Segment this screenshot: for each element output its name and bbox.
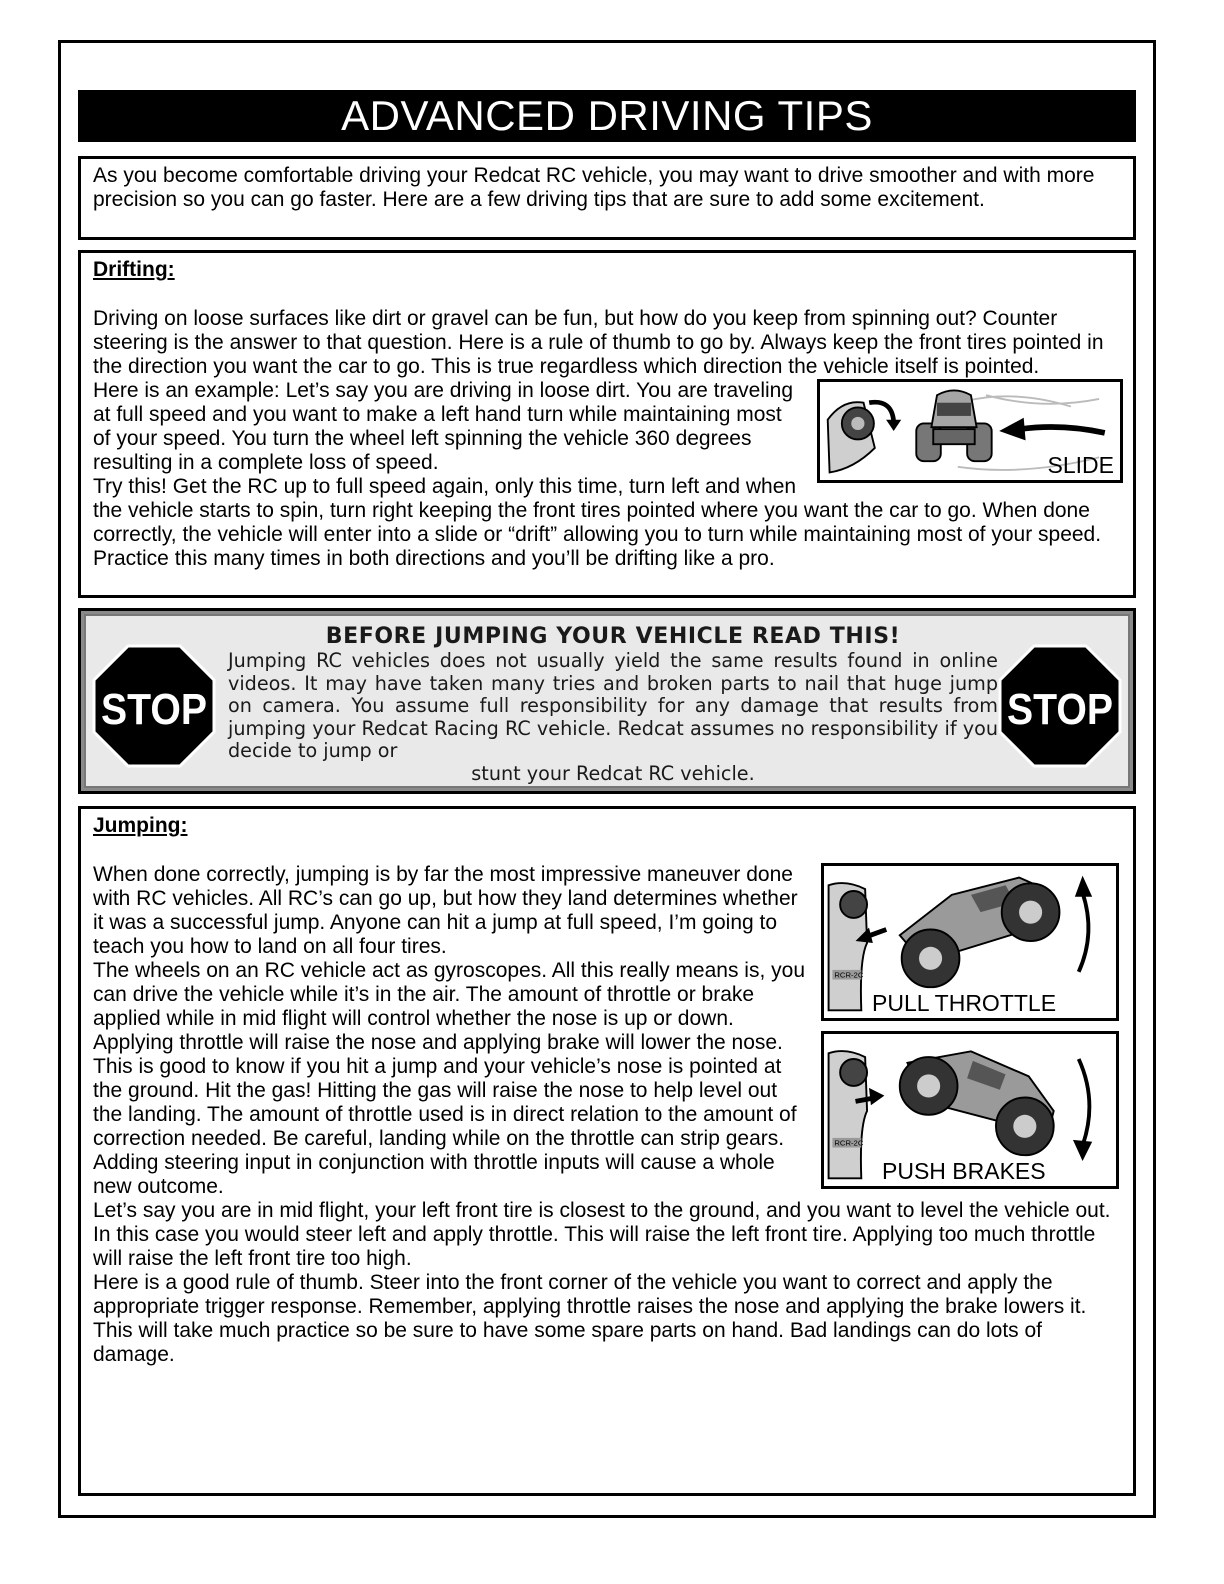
jumping-heading: Jumping: — [93, 814, 188, 837]
jump-warning-banner — [78, 608, 1136, 794]
jumping-paragraph-7: This will take much practice so be sure to have some spare parts on hand. Bad landings can do lots of damage. — [93, 1319, 1043, 1366]
stop-sign-left-text: STOP — [101, 685, 207, 734]
warning-body: Jumping RC vehicles does not usually yield the same results found in online videos. It may have taken many tries and broken parts to nail that huge jump on camera. You assume full responsibility for any damage that results from jumping your Redcat Racing RC vehicle. Redcat assumes no responsibility if you decide to jump or — [228, 649, 998, 763]
jumping-paragraph-6: Here is a good rule of thumb. Steer into the front corner of the vehicle you want to correct and apply the appropriate trigger response. Remember, applying throttle raises the nose and applying the brake lowers it. — [93, 1271, 1087, 1318]
jumping-paragraph-5: Let’s say you are in mid flight, your left front tire is closest to the ground, and you want to level the vehicle out. In this case you would steer left and apply throttle. This will raise the left front tire. Applying too much throttle will raise the left front tire too high. — [93, 1199, 1111, 1270]
drifting-paragraph-1: Driving on loose surfaces like dirt or gravel can be fun, but how do you keep from spinning out? Counter steering is the answer to that question. Here is a rule of thumb to go by. Always keep the front tires pointed in the direction you want the car to go. This is true regardless which direction the vehicle itself is pointed. — [93, 307, 1104, 378]
drifting-paragraph-3: Try this! Get the RC up to full speed again, only this time, turn left and when the vehicle starts to spin, turn right keeping the front tires pointed where you want the car to go. When done correctly, the vehicle will enter into a slide or “drift” allowing you to turn while maintaining most of your speed. Practice this many times in both directions and you’ll be drifting like a pro. — [93, 475, 1102, 570]
page-title: ADVANCED DRIVING TIPS — [78, 90, 1136, 142]
transmitter-model-2: RCR-2C — [834, 1138, 864, 1148]
push-brakes-figure — [821, 1031, 1119, 1189]
jumping-paragraph-1: When done correctly, jumping is by far the most impressive maneuver done with RC vehicles. All RC’s can go up, but how they land determines whether it was a successful jump. Anyone can hit a jump at full speed, I’m going to teach you how to land on all four tires. — [93, 863, 798, 958]
slide-figure — [817, 379, 1123, 483]
intro-box — [78, 156, 1136, 240]
warning-text — [228, 624, 998, 786]
stop-sign-left-icon — [92, 644, 216, 768]
push-brakes-label: PUSH BRAKES — [882, 1158, 1046, 1184]
jumping-section — [78, 806, 1136, 1496]
drifting-section — [78, 250, 1136, 598]
stop-sign-right-icon — [998, 644, 1122, 768]
warning-last-line: stunt your Redcat RC vehicle. — [471, 761, 755, 785]
jumping-paragraph-3: This is good to know if you hit a jump and your vehicle’s nose is pointed at the ground. Hit the gas! Hitting the gas will raise the nose to help level out the landing. The amount of throttle used is in direct relation to the amount of correction needed. Be careful, landing while on the throttle can strip gears. — [93, 1055, 797, 1150]
intro-text: As you become comfortable driving your Redcat RC vehicle, you may want to drive smoother and with more precision so you can go faster. Here are a few driving tips that are sure to add some excitement. — [93, 164, 1095, 211]
jumping-paragraph-4: Adding steering input in conjunction with throttle inputs will cause a whole new outcome. — [93, 1151, 775, 1198]
pull-throttle-figure — [821, 863, 1119, 1021]
stop-sign-right-text: STOP — [1007, 685, 1113, 734]
pull-throttle-label: PULL THROTTLE — [872, 990, 1057, 1016]
drifting-paragraph-2: Here is an example: Let’s say you are driving in loose dirt. You are traveling at full speed and you want to make a left hand turn while maintaining most of your speed. You turn the wheel left spinning the vehicle 360 degrees resulting in a complete loss of speed. — [93, 379, 794, 474]
warning-title: BEFORE JUMPING YOUR VEHICLE READ THIS! — [325, 624, 901, 649]
drifting-heading: Drifting: — [93, 258, 175, 281]
transmitter-model-1: RCR-2C — [834, 970, 864, 980]
slide-label: SLIDE — [1047, 452, 1114, 478]
jumping-paragraph-2: The wheels on an RC vehicle act as gyroscopes. All this really means is, you can drive the vehicle while it’s in the air. The amount of throttle or brake applied while in mid flight will control whether the nose is up or down. Applying throttle will raise the nose and applying brake will lower the nose. — [93, 959, 806, 1054]
